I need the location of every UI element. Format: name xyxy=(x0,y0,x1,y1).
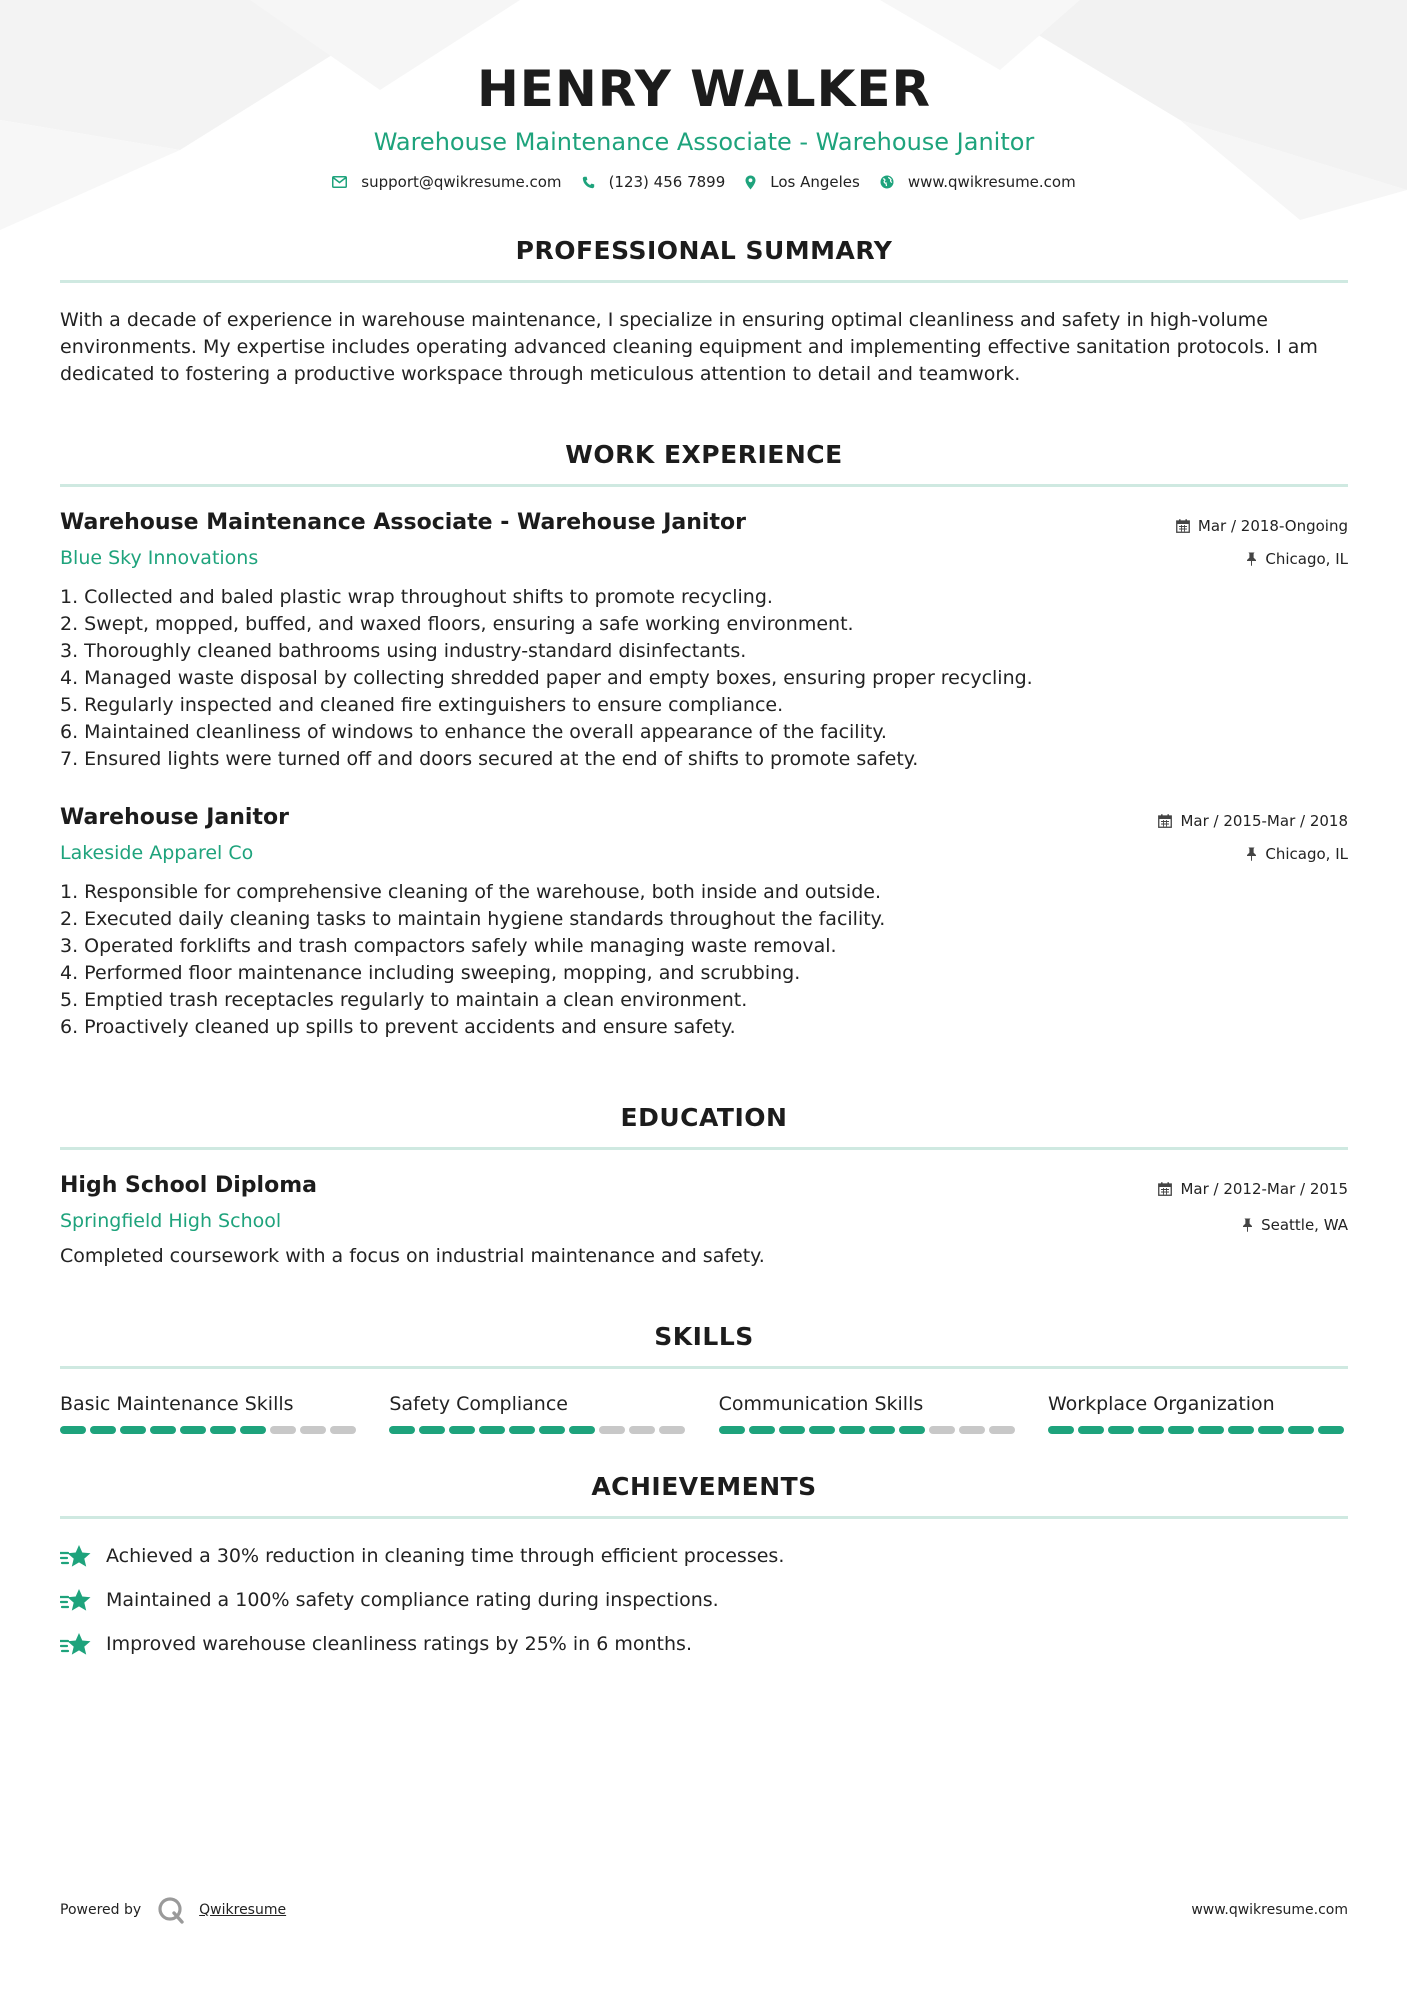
skills-heading xyxy=(60,1320,1348,1369)
skill-segment-filled xyxy=(419,1426,445,1434)
achievement-item xyxy=(60,1587,1348,1614)
skill-segment-filled xyxy=(869,1426,895,1434)
education-entry xyxy=(60,1171,1348,1270)
achievement-text: Achieved a 30% reduction in cleaning time through efficient processes. xyxy=(106,1545,785,1567)
skill-segment-filled xyxy=(180,1426,206,1434)
education-location xyxy=(1158,1215,1348,1235)
skill-segment-filled xyxy=(90,1426,116,1434)
achievement-item xyxy=(60,1543,1348,1570)
section-divider xyxy=(60,1516,1348,1519)
experience-heading xyxy=(60,438,1348,487)
skill-segment-filled xyxy=(60,1426,86,1434)
skills-list xyxy=(60,1391,1348,1434)
skill-segment-filled xyxy=(1318,1426,1344,1434)
summary-heading xyxy=(60,234,1348,283)
job-title: Warehouse Janitor xyxy=(60,805,289,830)
contact-location xyxy=(745,170,860,194)
skill-name: Safety Compliance xyxy=(389,1393,568,1415)
skill-segment-empty xyxy=(270,1426,296,1434)
skill-segment-empty xyxy=(300,1426,326,1434)
map-pin-icon xyxy=(745,175,756,190)
skill-name: Communication Skills xyxy=(718,1393,924,1415)
skill-segment-filled xyxy=(1198,1426,1224,1434)
skill-segment-filled xyxy=(809,1426,835,1434)
job-meta xyxy=(1158,803,1348,864)
skill-segment-filled xyxy=(569,1426,595,1434)
skill-segment-filled xyxy=(479,1426,505,1434)
list-item: 5. Emptied trash receptacles regularly to maintain a clean environment. xyxy=(60,989,748,1011)
job-header xyxy=(60,508,1348,572)
education-dates-text: Mar / 2012-Mar / 2015 xyxy=(1180,1180,1348,1198)
star-icon xyxy=(60,1588,92,1614)
section-divider xyxy=(60,280,1348,283)
job-location-text: Chicago, IL xyxy=(1265,845,1348,863)
contact-email[interactable] xyxy=(332,170,561,194)
skill-segment-empty xyxy=(959,1426,985,1434)
job-entry xyxy=(60,803,1348,1041)
skills-section xyxy=(60,1320,1348,1434)
star-icon xyxy=(60,1544,92,1570)
skill-segment-filled xyxy=(210,1426,236,1434)
list-item: 6. Proactively cleaned up spills to prevent accidents and ensure safety. xyxy=(60,1016,736,1038)
job-dates-text: Mar / 2015-Mar / 2018 xyxy=(1180,812,1348,830)
skill-level-bar xyxy=(389,1426,689,1434)
list-item: 2. Executed daily cleaning tasks to maintain hygiene standards throughout the facility. xyxy=(60,908,886,930)
skill-segment-filled xyxy=(539,1426,565,1434)
contact-phone[interactable] xyxy=(582,170,726,194)
achievement-text: Maintained a 100% safety compliance rating during inspections. xyxy=(106,1589,719,1611)
experience-section xyxy=(60,438,1348,1041)
pushpin-icon xyxy=(1246,847,1257,861)
contact-website[interactable] xyxy=(880,170,1076,194)
resume-content xyxy=(60,0,1348,1658)
list-item: 7. Ensured lights were turned off and doors secured at the end of shifts to promote safety. xyxy=(60,748,919,770)
skill-segment-filled xyxy=(1108,1426,1134,1434)
skill-segment-filled xyxy=(449,1426,475,1434)
section-title: PROFESSIONAL SUMMARY xyxy=(515,236,893,265)
qwikresume-link[interactable]: Qwikresume xyxy=(199,1902,287,1918)
education-dates xyxy=(1158,1179,1348,1199)
list-item: 6. Maintained cleanliness of windows to enhance the overall appearance of the facility. xyxy=(60,721,887,743)
contact-email-text: support@qwikresume.com xyxy=(361,173,562,191)
education-heading xyxy=(60,1101,1348,1150)
skill-segment-filled xyxy=(120,1426,146,1434)
section-title: SKILLS xyxy=(654,1322,754,1351)
section-divider xyxy=(60,1366,1348,1369)
summary-text: With a decade of experience in warehouse maintenance, I specialize in ensuring optimal cleanliness and safety in high-volume environments. My expertise includes operating advanced cleaning equipment and implementing effective sanitation protocols. I am dedicated to fostering a productive workspace through meticulous attention to detail and teamwork. xyxy=(60,309,1318,385)
job-dates xyxy=(1158,811,1348,831)
job-location-text: Chicago, IL xyxy=(1265,550,1348,568)
calendar-icon xyxy=(1158,1182,1172,1196)
calendar-icon xyxy=(1176,519,1190,533)
job-location xyxy=(1176,549,1348,569)
job-responsibilities xyxy=(60,584,1348,773)
job-title: Warehouse Maintenance Associate - Warehouse Janitor xyxy=(60,510,746,535)
skill-segment-empty xyxy=(929,1426,955,1434)
skill-segment-filled xyxy=(1288,1426,1314,1434)
skill-item xyxy=(60,1391,360,1434)
skill-segment-filled xyxy=(389,1426,415,1434)
education-degree: High School Diploma xyxy=(60,1173,317,1198)
skill-segment-filled xyxy=(899,1426,925,1434)
skill-segment-empty xyxy=(629,1426,655,1434)
page-footer xyxy=(60,1896,1348,1924)
achievements-section xyxy=(60,1470,1348,1658)
list-item: 4. Managed waste disposal by collecting shredded paper and empty boxes, ensuring proper recycling. xyxy=(60,667,1033,689)
contact-phone-text: (123) 456 7899 xyxy=(608,173,726,191)
skill-segment-filled xyxy=(1228,1426,1254,1434)
skill-segment-empty xyxy=(989,1426,1015,1434)
education-school: Springfield High School xyxy=(60,1210,282,1232)
achievement-item xyxy=(60,1631,1348,1658)
skill-segment-filled xyxy=(1078,1426,1104,1434)
skill-level-bar xyxy=(60,1426,360,1434)
star-icon xyxy=(60,1632,92,1658)
skill-segment-filled xyxy=(240,1426,266,1434)
skill-segment-filled xyxy=(779,1426,805,1434)
achievements-list xyxy=(60,1543,1348,1658)
contact-website-text: www.qwikresume.com xyxy=(907,173,1076,191)
contact-bar xyxy=(60,170,1348,194)
skill-segment-filled xyxy=(509,1426,535,1434)
skill-segment-filled xyxy=(839,1426,865,1434)
skill-level-bar xyxy=(1048,1426,1348,1434)
job-entry xyxy=(60,508,1348,773)
list-item: 2. Swept, mopped, buffed, and waxed floors, ensuring a safe working environment. xyxy=(60,613,854,635)
skill-item xyxy=(389,1391,689,1434)
contact-location-text: Los Angeles xyxy=(770,173,860,191)
summary-section xyxy=(60,234,1348,388)
pushpin-icon xyxy=(1246,552,1257,566)
section-title: WORK EXPERIENCE xyxy=(565,440,843,469)
job-header xyxy=(60,803,1348,867)
job-company: Lakeside Apparel Co xyxy=(60,842,254,864)
list-item: 5. Regularly inspected and cleaned fire extinguishers to ensure compliance. xyxy=(60,694,784,716)
education-location-text: Seattle, WA xyxy=(1261,1216,1348,1234)
skill-segment-empty xyxy=(599,1426,625,1434)
skill-segment-filled xyxy=(1138,1426,1164,1434)
pushpin-icon xyxy=(1242,1218,1253,1232)
candidate-name: HENRY WALKER xyxy=(476,60,932,118)
job-dates xyxy=(1176,516,1348,536)
powered-by xyxy=(60,1896,286,1924)
skill-segment-empty xyxy=(659,1426,685,1434)
list-item: 3. Thoroughly cleaned bathrooms using industry-standard disinfectants. xyxy=(60,640,747,662)
list-item: 3. Operated forklifts and trash compactors safely while managing waste removal. xyxy=(60,935,837,957)
education-meta xyxy=(1158,1171,1348,1235)
skill-segment-filled xyxy=(1258,1426,1284,1434)
job-location xyxy=(1158,844,1348,864)
list-item: 1. Responsible for comprehensive cleaning of the warehouse, both inside and outside. xyxy=(60,881,881,903)
globe-icon xyxy=(880,175,894,189)
envelope-icon xyxy=(332,176,347,188)
skill-name: Basic Maintenance Skills xyxy=(60,1393,294,1415)
achievements-heading xyxy=(60,1470,1348,1519)
achievement-text: Improved warehouse cleanliness ratings by 25% in 6 months. xyxy=(106,1633,692,1655)
education-header xyxy=(60,1171,1348,1235)
powered-by-label: Powered by xyxy=(60,1902,142,1918)
footer-website[interactable]: www.qwikresume.com xyxy=(1191,1902,1348,1918)
section-title: EDUCATION xyxy=(620,1103,788,1132)
skill-segment-filled xyxy=(719,1426,745,1434)
job-responsibilities xyxy=(60,879,1348,1041)
candidate-title: Warehouse Maintenance Associate - Warehouse Janitor xyxy=(373,128,1035,156)
job-company: Blue Sky Innovations xyxy=(60,547,259,569)
education-description: Completed coursework with a focus on industrial maintenance and safety. xyxy=(60,1245,765,1267)
calendar-icon xyxy=(1158,814,1172,828)
list-item: 4. Performed floor maintenance including sweeping, mopping, and scrubbing. xyxy=(60,962,801,984)
phone-icon xyxy=(582,176,595,189)
job-dates-text: Mar / 2018-Ongoing xyxy=(1197,517,1348,535)
job-meta xyxy=(1176,508,1348,569)
skill-name: Workplace Organization xyxy=(1047,1393,1275,1415)
qwikresume-logo-icon xyxy=(157,1896,185,1924)
section-divider xyxy=(60,1147,1348,1150)
skill-segment-filled xyxy=(1048,1426,1074,1434)
skill-segment-filled xyxy=(749,1426,775,1434)
skill-segment-filled xyxy=(150,1426,176,1434)
section-title: ACHIEVEMENTS xyxy=(591,1472,817,1501)
resume-header xyxy=(60,0,1348,194)
skill-item xyxy=(1048,1391,1348,1434)
skill-segment-empty xyxy=(330,1426,356,1434)
skill-segment-filled xyxy=(1168,1426,1194,1434)
skill-level-bar xyxy=(719,1426,1019,1434)
list-item: 1. Collected and baled plastic wrap throughout shifts to promote recycling. xyxy=(60,586,773,608)
education-section xyxy=(60,1101,1348,1270)
skill-item xyxy=(719,1391,1019,1434)
section-divider xyxy=(60,484,1348,487)
